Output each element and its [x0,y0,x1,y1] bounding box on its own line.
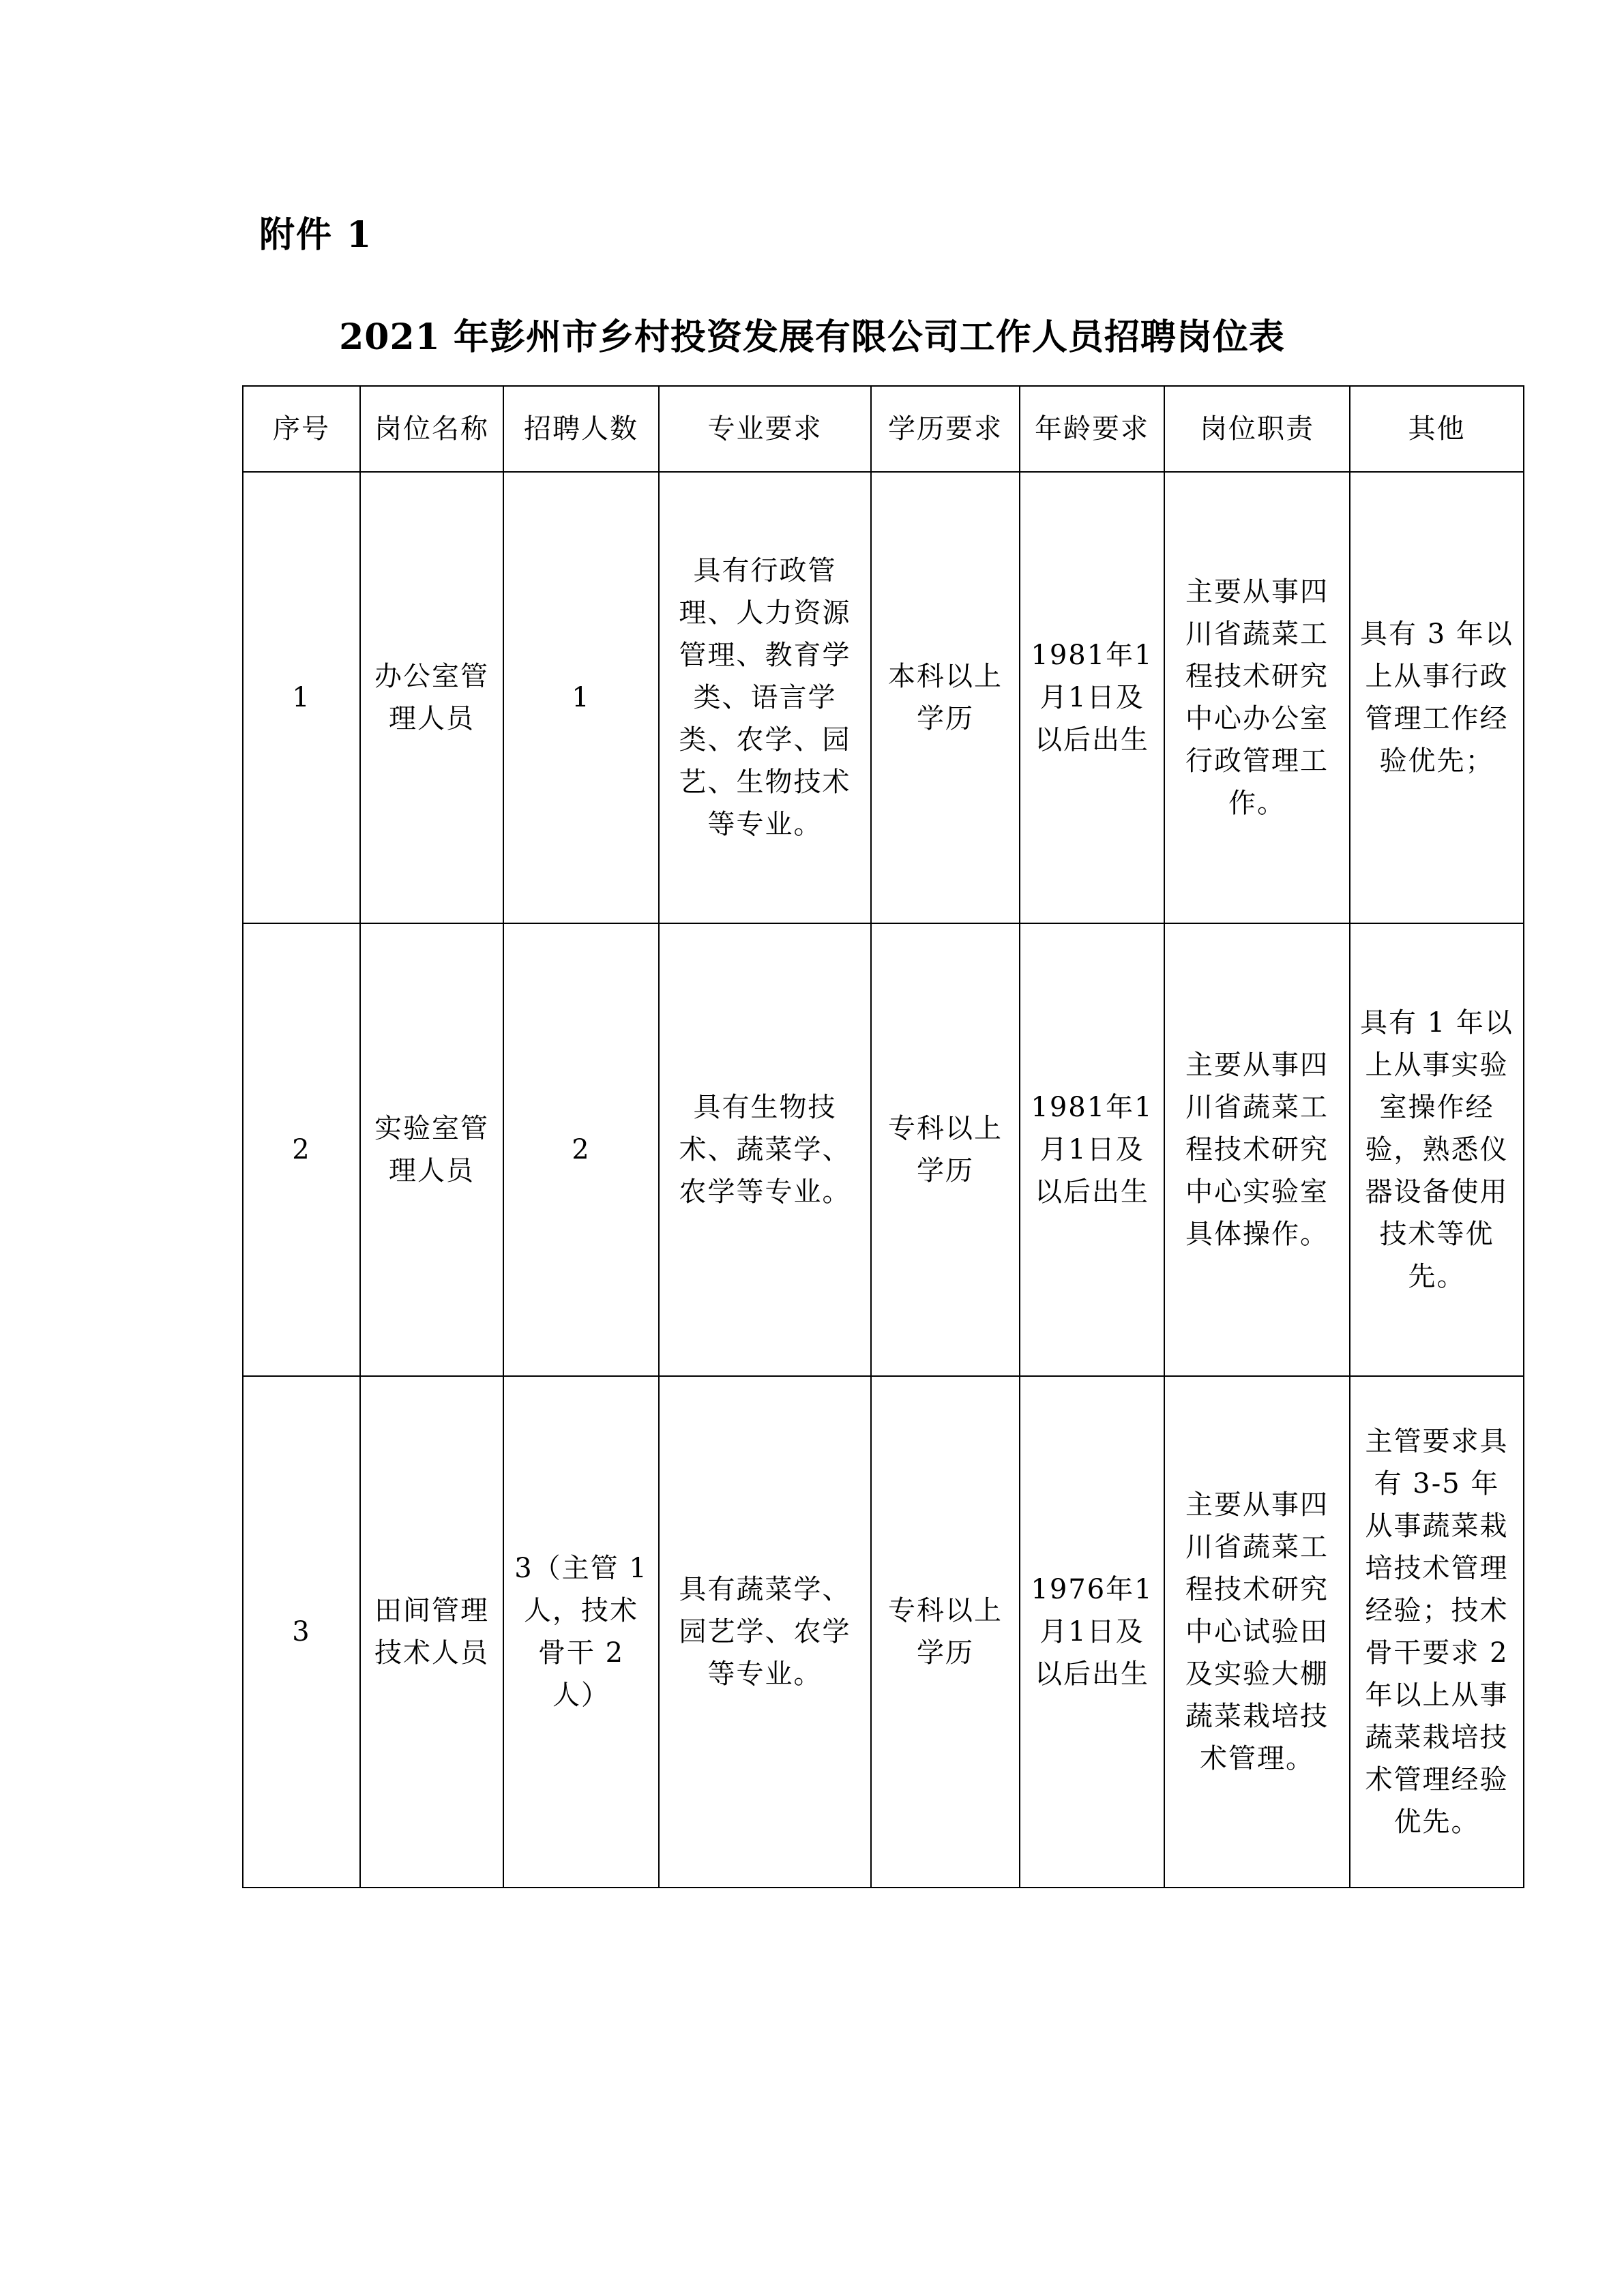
cell-age: 1976年1月1日及以后出生 [1020,1376,1164,1888]
header-major: 专业要求 [659,386,871,472]
header-seq: 序号 [243,386,360,472]
document-title: 2021 年彭州市乡村投资发展有限公司工作人员招聘岗位表 [339,316,1285,358]
cell-duties: 主要从事四川省蔬菜工程技术研究中心实验室具体操作。 [1164,923,1350,1376]
cell-seq: 3 [243,1376,360,1888]
header-count: 招聘人数 [503,386,659,472]
cell-education: 本科以上学历 [871,472,1020,923]
recruitment-table [242,385,1524,1888]
cell-major: 具有行政管理、人力资源管理、教育学类、语言学类、农学、园艺、生物技术等专业。 [659,472,871,923]
cell-education: 专科以上学历 [871,923,1020,1376]
cell-count: 2 [503,923,659,1376]
table-header-row [243,386,1524,472]
header-position: 岗位名称 [360,386,503,472]
cell-major: 具有生物技术、蔬菜学、农学等专业。 [659,923,871,1376]
cell-duties: 主要从事四川省蔬菜工程技术研究中心办公室行政管理工作。 [1164,472,1350,923]
header-duties: 岗位职责 [1164,386,1350,472]
cell-count: 3（主管 1 人，技术骨干 2 人） [503,1376,659,1888]
cell-age: 1981年1月1日及以后出生 [1020,923,1164,1376]
cell-seq: 1 [243,472,360,923]
cell-major: 具有蔬菜学、园艺学、农学等专业。 [659,1376,871,1888]
cell-other: 具有 3 年以上从事行政管理工作经验优先； [1350,472,1524,923]
cell-duties: 主要从事四川省蔬菜工程技术研究中心试验田及实验大棚蔬菜栽培技术管理。 [1164,1376,1350,1888]
header-age: 年龄要求 [1020,386,1164,472]
cell-seq: 2 [243,923,360,1376]
cell-position: 实验室管理人员 [360,923,503,1376]
cell-other: 主管要求具有 3-5 年从事蔬菜栽培技术管理经验；技术骨干要求 2 年以上从事蔬菜栽培技术管理经验优先。 [1350,1376,1524,1888]
header-other: 其他 [1350,386,1524,472]
cell-age: 1981年1月1日及以后出生 [1020,472,1164,923]
cell-position: 田间管理技术人员 [360,1376,503,1888]
cell-other: 具有 1 年以上从事实验室操作经验，熟悉仪器设备使用技术等优先。 [1350,923,1524,1376]
cell-count: 1 [503,472,659,923]
attachment-label: 附件 1 [259,214,373,256]
header-education: 学历要求 [871,386,1020,472]
cell-position: 办公室管理人员 [360,472,503,923]
table-row [243,472,1524,923]
table-row [243,1376,1524,1888]
cell-education: 专科以上学历 [871,1376,1020,1888]
table-row [243,923,1524,1376]
